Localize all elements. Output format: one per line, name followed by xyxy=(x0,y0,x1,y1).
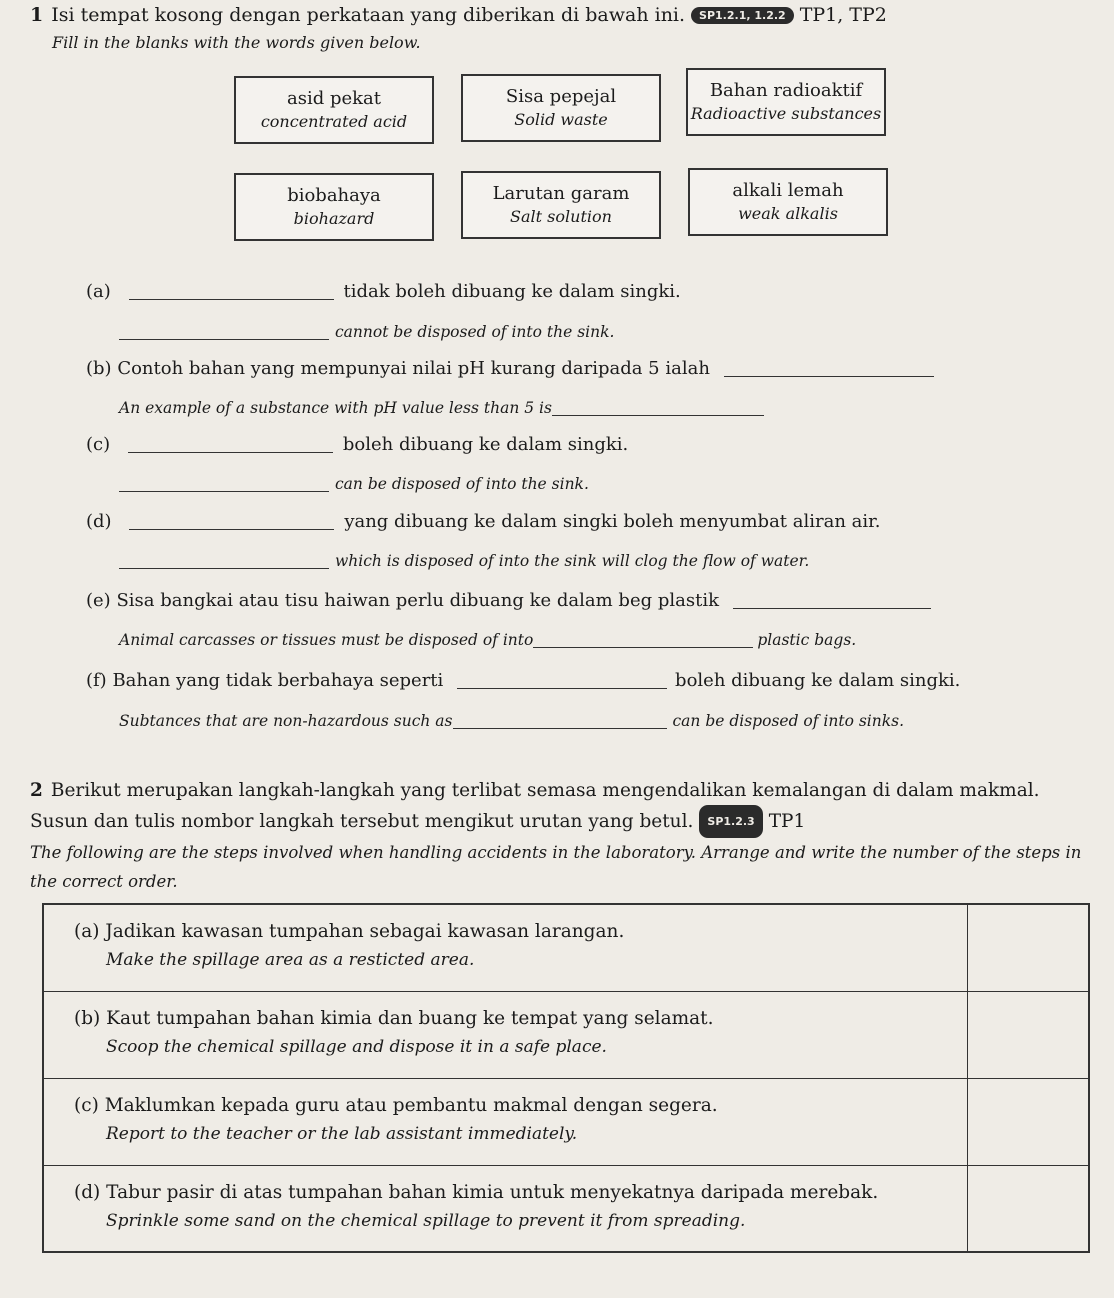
item-d-en xyxy=(119,552,809,570)
q1-badge: SP1.2.1, 1.2.2 xyxy=(691,7,794,24)
answer-cell-c[interactable] xyxy=(968,1078,1090,1165)
item-text: can be disposed of into sinks. xyxy=(672,712,905,730)
table-row xyxy=(43,904,1089,991)
word-box-weak-alkalis xyxy=(688,168,888,236)
item-b-en xyxy=(119,399,764,417)
steps-table xyxy=(42,903,1090,1253)
step-ms: Maklumkan kepada guru atau pembantu makmal dengan segera. xyxy=(104,1094,718,1116)
item-label: (f) xyxy=(86,670,107,691)
item-label: (e) xyxy=(86,590,111,611)
blank-a[interactable] xyxy=(129,281,334,300)
word-ms: Sisa pepejal xyxy=(505,86,617,107)
step-en: Report to the teacher or the lab assistant immediately. xyxy=(106,1123,578,1144)
step-a xyxy=(43,904,968,991)
blank-f-en[interactable] xyxy=(453,713,667,730)
blank-d[interactable] xyxy=(129,511,334,530)
blank-c[interactable] xyxy=(128,434,333,453)
item-c-ms xyxy=(86,434,628,455)
word-en: Radioactive substances xyxy=(690,104,882,123)
step-b xyxy=(43,991,968,1078)
q2-levels: TP1 xyxy=(768,811,806,832)
item-b-ms xyxy=(86,358,934,379)
item-e-ms xyxy=(86,590,931,611)
item-label: (c) xyxy=(86,434,111,455)
item-text: plastic bags. xyxy=(757,631,857,649)
q2-badge: SP1.2.3 xyxy=(699,805,762,838)
item-a-en xyxy=(119,323,614,341)
q2-instruction-en: The following are the steps involved when handling accidents in the laboratory. Arrange and write the number of the steps in the correct order. xyxy=(30,843,1082,891)
q2-number: 2 xyxy=(30,780,43,801)
step-d xyxy=(43,1165,968,1252)
item-e-en xyxy=(119,631,856,649)
word-box-radioactive xyxy=(686,68,886,136)
blank-f[interactable] xyxy=(457,670,667,689)
word-en: biohazard xyxy=(293,209,375,228)
blank-e-en[interactable] xyxy=(533,632,753,649)
table-row xyxy=(43,1165,1089,1252)
item-text: tidak boleh dibuang ke dalam singki. xyxy=(343,281,681,302)
item-f-ms xyxy=(86,670,960,691)
q1-levels: TP1, TP2 xyxy=(799,4,887,26)
q1-instruction-ms: Isi tempat kosong dengan perkataan yang diberikan di bawah ini. xyxy=(51,4,686,26)
q1-heading xyxy=(30,4,887,26)
item-f-en xyxy=(119,712,904,730)
answer-cell-b[interactable] xyxy=(968,991,1090,1078)
step-en: Scoop the chemical spillage and dispose it in a safe place. xyxy=(106,1036,607,1057)
step-label: (b) xyxy=(74,1007,101,1029)
item-d-ms xyxy=(86,511,881,532)
word-en: weak alkalis xyxy=(738,204,838,223)
blank-b[interactable] xyxy=(724,358,934,377)
item-text: boleh dibuang ke dalam singki. xyxy=(675,670,961,691)
table-row xyxy=(43,1078,1089,1165)
item-text: boleh dibuang ke dalam singki. xyxy=(342,434,629,455)
step-ms: Jadikan kawasan tumpahan sebagai kawasan larangan. xyxy=(105,921,625,942)
blank-c-en[interactable] xyxy=(119,476,329,493)
q2-heading xyxy=(30,776,1090,896)
blank-a-en[interactable] xyxy=(119,324,329,341)
answer-cell-d[interactable] xyxy=(968,1165,1090,1252)
item-label: (b) xyxy=(86,358,112,379)
word-ms: alkali lemah xyxy=(732,180,844,201)
item-label: (d) xyxy=(86,511,112,532)
blank-d-en[interactable] xyxy=(119,553,329,570)
item-text: Sisa bangkai atau tisu haiwan perlu dibuang ke dalam beg plastik xyxy=(116,590,719,611)
item-text: can be disposed of into the sink. xyxy=(335,475,589,493)
step-label: (c) xyxy=(74,1094,99,1116)
step-en: Sprinkle some sand on the chemical spillage to prevent it from spreading. xyxy=(106,1210,746,1231)
step-label: (d) xyxy=(74,1181,101,1203)
blank-b-en[interactable] xyxy=(552,400,764,417)
step-ms: Tabur pasir di atas tumpahan bahan kimia untuk menyekatnya daripada merebak. xyxy=(106,1181,879,1203)
word-ms: Bahan radioaktif xyxy=(709,80,863,101)
word-ms: biobahaya xyxy=(287,185,381,206)
table-row xyxy=(43,991,1089,1078)
step-label: (a) xyxy=(74,921,100,942)
step-c xyxy=(43,1078,968,1165)
q1-number: 1 xyxy=(30,4,44,26)
item-c-en xyxy=(119,475,589,493)
word-box-biohazard xyxy=(234,173,434,241)
word-box-salt-solution xyxy=(461,171,661,239)
item-label: (a) xyxy=(86,281,111,302)
q2-instruction-ms: Berikut merupakan langkah-langkah yang terlibat semasa mengendalikan kemalangan di dalam makmal. Susun dan tulis nombor langkah tersebut mengikut urutan yang betul. xyxy=(30,780,1040,832)
word-ms: asid pekat xyxy=(286,88,382,109)
word-ms: Larutan garam xyxy=(492,183,630,204)
word-en: concentrated acid xyxy=(260,112,408,131)
item-text: yang dibuang ke dalam singki boleh menyumbat aliran air. xyxy=(344,511,881,532)
item-text: Animal carcasses or tissues must be disposed of into xyxy=(119,631,534,649)
word-box-solid-waste xyxy=(461,74,661,142)
blank-e[interactable] xyxy=(733,590,931,609)
item-text: Subtances that are non-hazardous such as xyxy=(119,712,453,730)
word-en: Solid waste xyxy=(514,110,608,129)
item-a-ms xyxy=(86,281,681,302)
word-box-concentrated-acid xyxy=(234,76,434,144)
item-text: An example of a substance with pH value less than 5 is xyxy=(119,399,552,417)
item-text: which is disposed of into the sink will clog the flow of water. xyxy=(335,552,810,570)
item-text: Contoh bahan yang mempunyai nilai pH kurang daripada 5 ialah xyxy=(117,358,710,379)
item-text: Bahan yang tidak berbahaya seperti xyxy=(112,670,444,691)
word-en: Salt solution xyxy=(510,207,612,226)
item-text: cannot be disposed of into the sink. xyxy=(335,323,615,341)
answer-cell-a[interactable] xyxy=(968,904,1090,991)
step-en: Make the spillage area as a resticted area. xyxy=(106,950,475,970)
step-ms: Kaut tumpahan bahan kimia dan buang ke tempat yang selamat. xyxy=(106,1007,714,1029)
q1-instruction-en: Fill in the blanks with the words given below. xyxy=(52,33,421,52)
